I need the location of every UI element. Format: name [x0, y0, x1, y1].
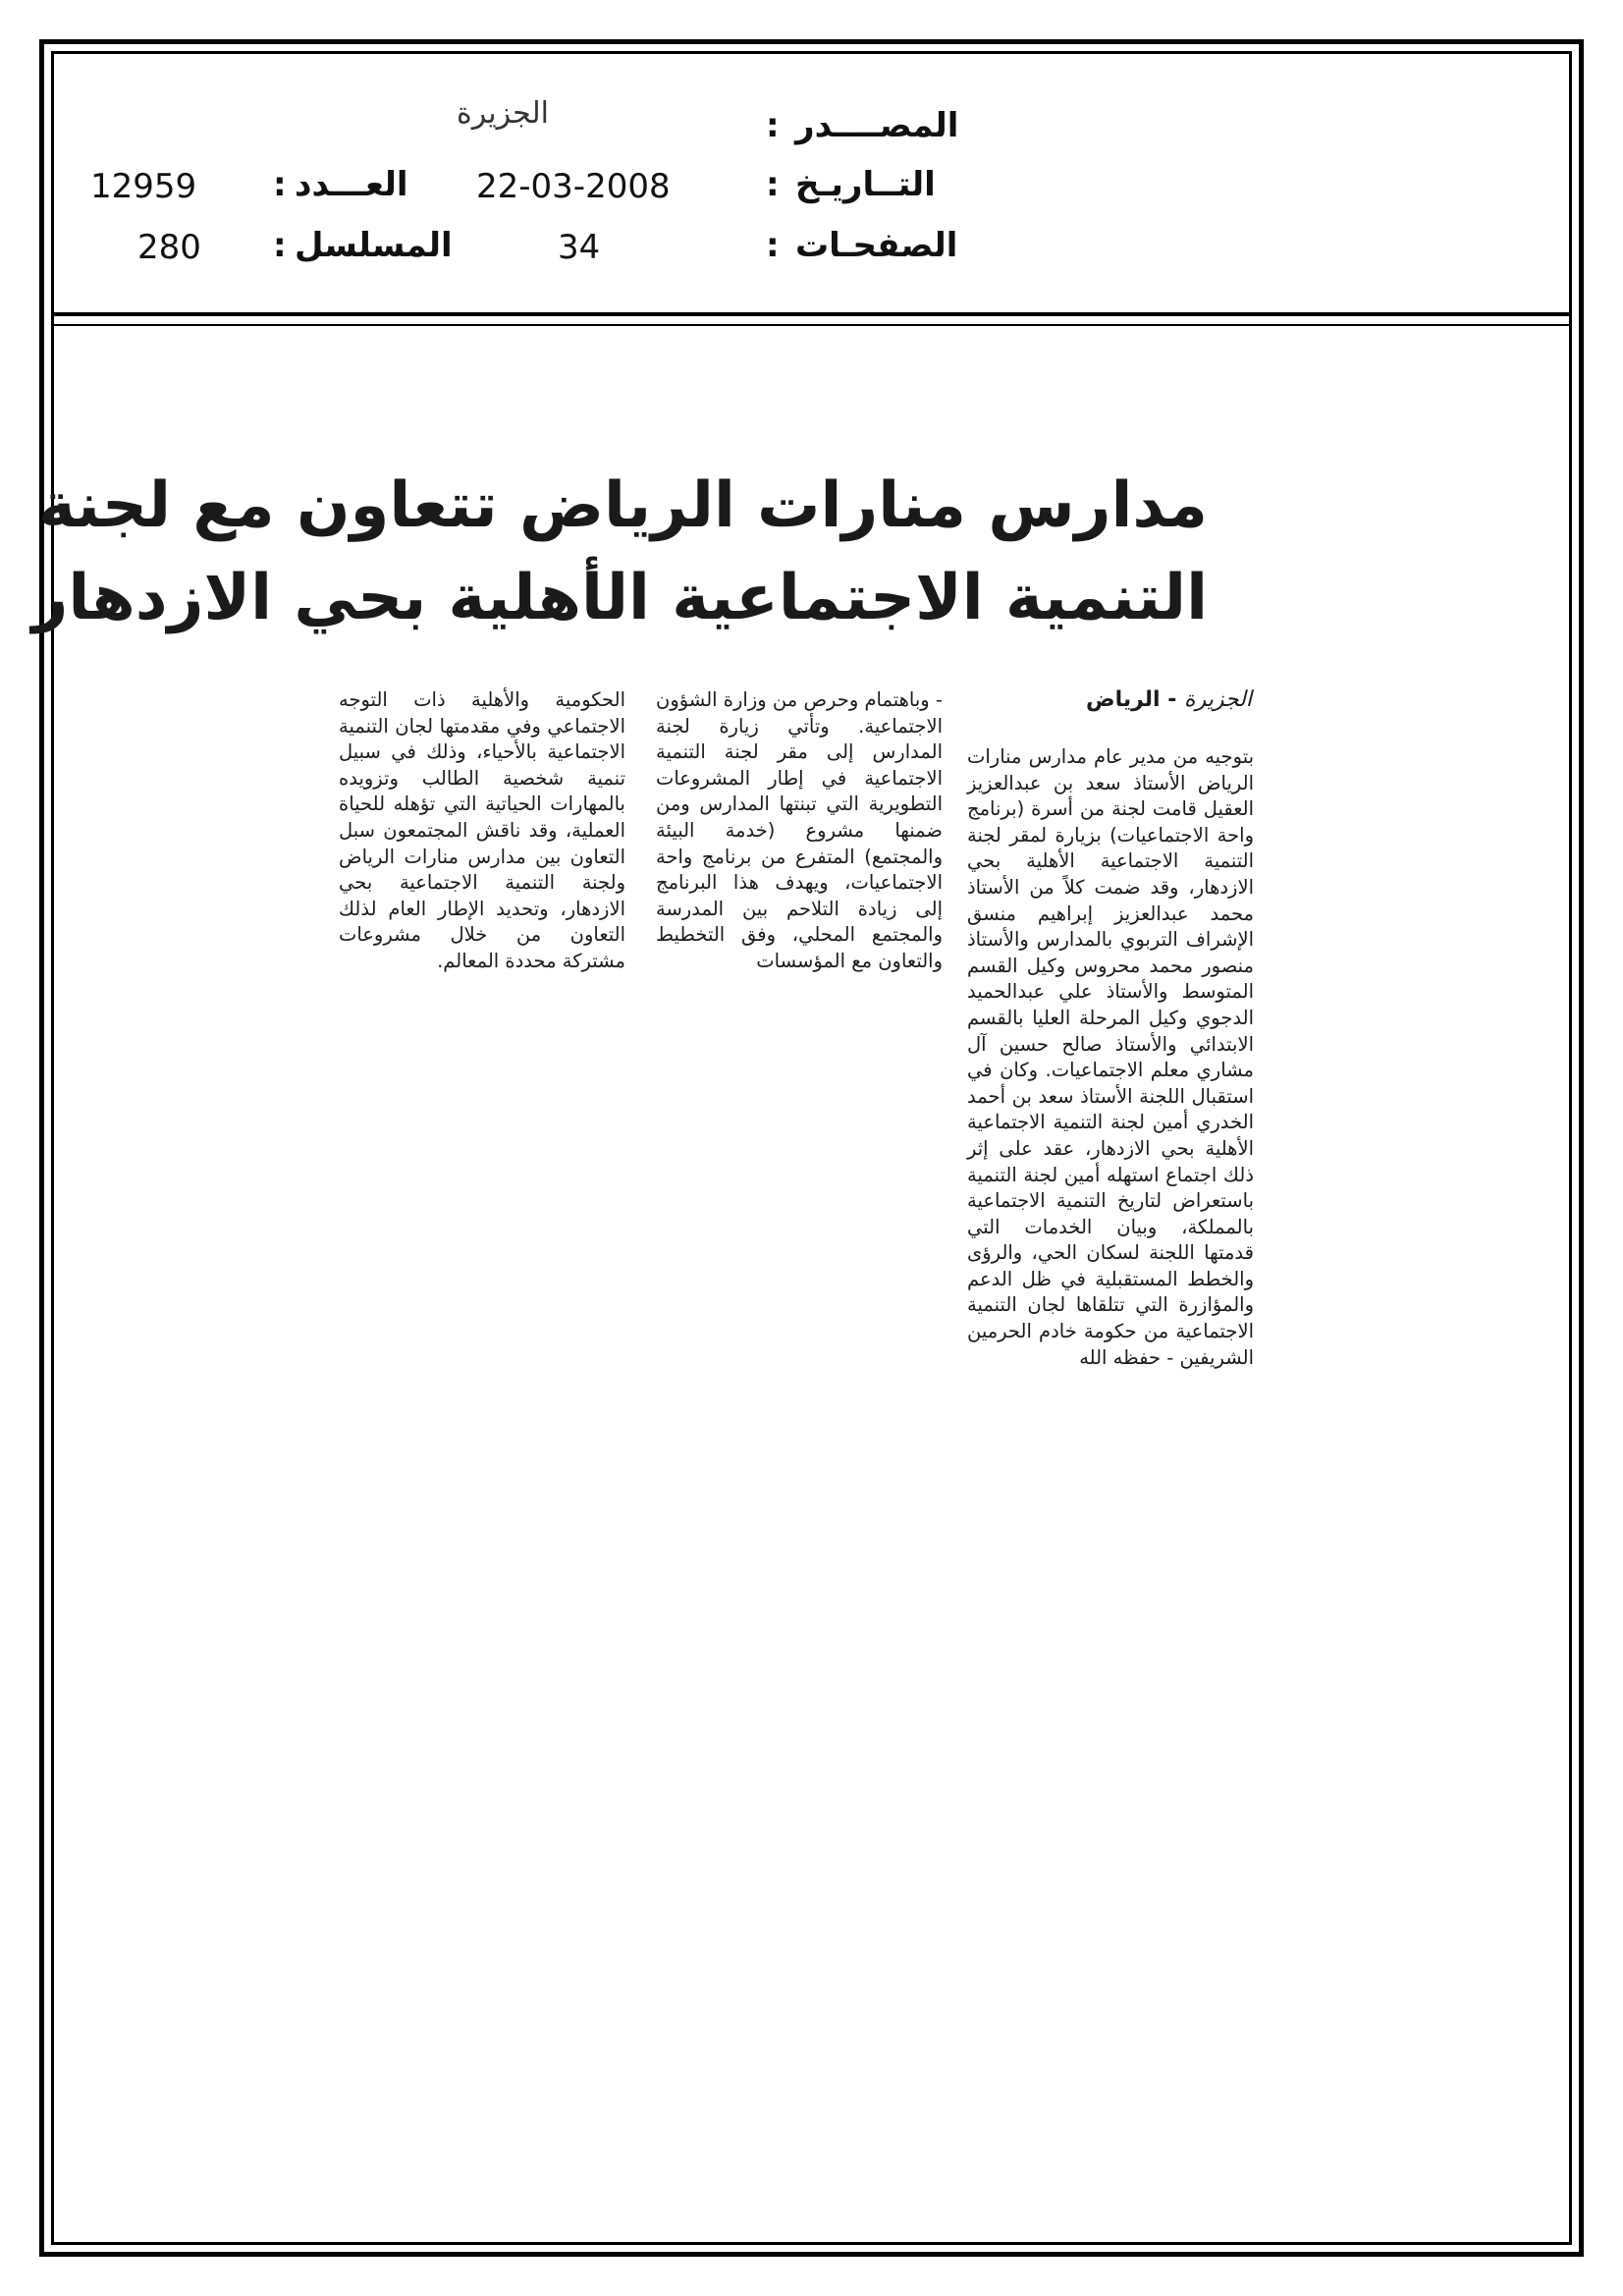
headline-line-1: مدارس منارات الرياض تتعاون مع لجنة — [37, 469, 1208, 542]
source-value: الجزيرة — [457, 96, 550, 131]
issue-label: العـــدد — [295, 165, 408, 204]
pages-value: 34 — [558, 228, 601, 267]
date-value: 22-03-2008 — [476, 167, 671, 206]
pages-colon: : — [766, 226, 780, 265]
inner-border — [31, 51, 1572, 2245]
serial-value: 280 — [137, 228, 201, 267]
column-3-text: الحكومية والأهلية ذات التوجه الاجتماعي وفي مقدمتها لجان التنمية الاجتماعية بالأحياء، وذلك في سبيل تنمية شخصية الطالب وتزويده بالمهارات الحياتية التي تؤهله للحياة العملية، وقد ناقش المجتمعون سبل التعاون بين مدارس منارات الرياض ولجنة التنمية الاجتماعية بحي الازدهار، وتحديد الإطار العام لذلك التعاون من خلال مشروعات مشتركة محددة المعالم. — [339, 688, 625, 972]
dateline — [992, 687, 1252, 712]
date-label: التــاريـخ — [795, 165, 936, 204]
article-column-3 — [339, 687, 625, 975]
column-2-text: - وباهتمام وحرص من وزارة الشؤون الاجتماعية. وتأتي زيارة لجنة المدارس إلى مقر لجنة التنمية الاجتماعية في إطار المشروعات التطويرية التي تبنتها المدارس ومن ضمنها مشروع (خدمة البيئة والمجتمع) المتفرع من برنامج واحة الاجتماعيات، ويهدف هذا البرنامج إلى زيادة التلاحم بين المدرسة والمجتمع المحلي، وفق التخطيط والتعاون مع المؤسسات — [656, 688, 943, 972]
column-1-text: بتوجيه من مدير عام مدارس منارات الرياض الأستاذ سعد بن عبدالعزيز العقيل قامت لجنة من أسرة (برنامج واحة الاجتماعيات) بزيارة لمقر لجنة التنمية الاجتماعية الأهلية بحي الازدهار، وقد ضمت كلاً من الأستاذ محمد عبدالعزيز إبراهيم منسق الإشراف التربوي بالمدارس والأستاذ منصور محمد محروس وكيل القسم المتوسط والأستاذ علي عبدالحميد الدجوي وكيل المرحلة العليا بالقسم الابتدائي والأستاذ صالح حسين آل مشاري معلم الاجتماعيات. وكان في استقبال اللجنة الأستاذ سعد بن أحمد الخدري أمين لجنة التنمية الاجتماعية الأهلية بحي الازدهار، عقد على إثر ذلك اجتماع استهله أمين لجنة التنمية باستعراض لتاريخ التنمية الاجتماعية بالمملكة، وبيان الخدمات التي قدمتها اللجنة لسكان الحي، والرؤى والخطط المستقبلية في ظل الدعم والمؤازرة التي تتلقاها لجان التنمية الاجتماعية من حكومة خادم الحرمين الشريفين - حفظه الله — [967, 745, 1254, 1369]
header-divider — [51, 312, 1572, 316]
serial-label: المسلسل — [295, 226, 453, 265]
source-colon: : — [766, 106, 780, 145]
article-column-2 — [656, 687, 943, 975]
pages-label: الصفحـات — [795, 226, 958, 265]
dateline-city: - الرياض — [1085, 687, 1177, 712]
header-divider-thin — [51, 324, 1572, 326]
serial-colon: : — [273, 226, 287, 265]
issue-colon: : — [273, 165, 287, 204]
headline-line-2: التنمية الاجتماعية الأهلية بحي الازدهار — [31, 562, 1208, 634]
dateline-source: الجزيرة — [1184, 687, 1252, 712]
issue-value: 12959 — [90, 167, 197, 206]
date-colon: : — [766, 165, 780, 204]
source-label: المصــــدر — [795, 106, 959, 145]
article-column-1 — [967, 744, 1254, 1371]
